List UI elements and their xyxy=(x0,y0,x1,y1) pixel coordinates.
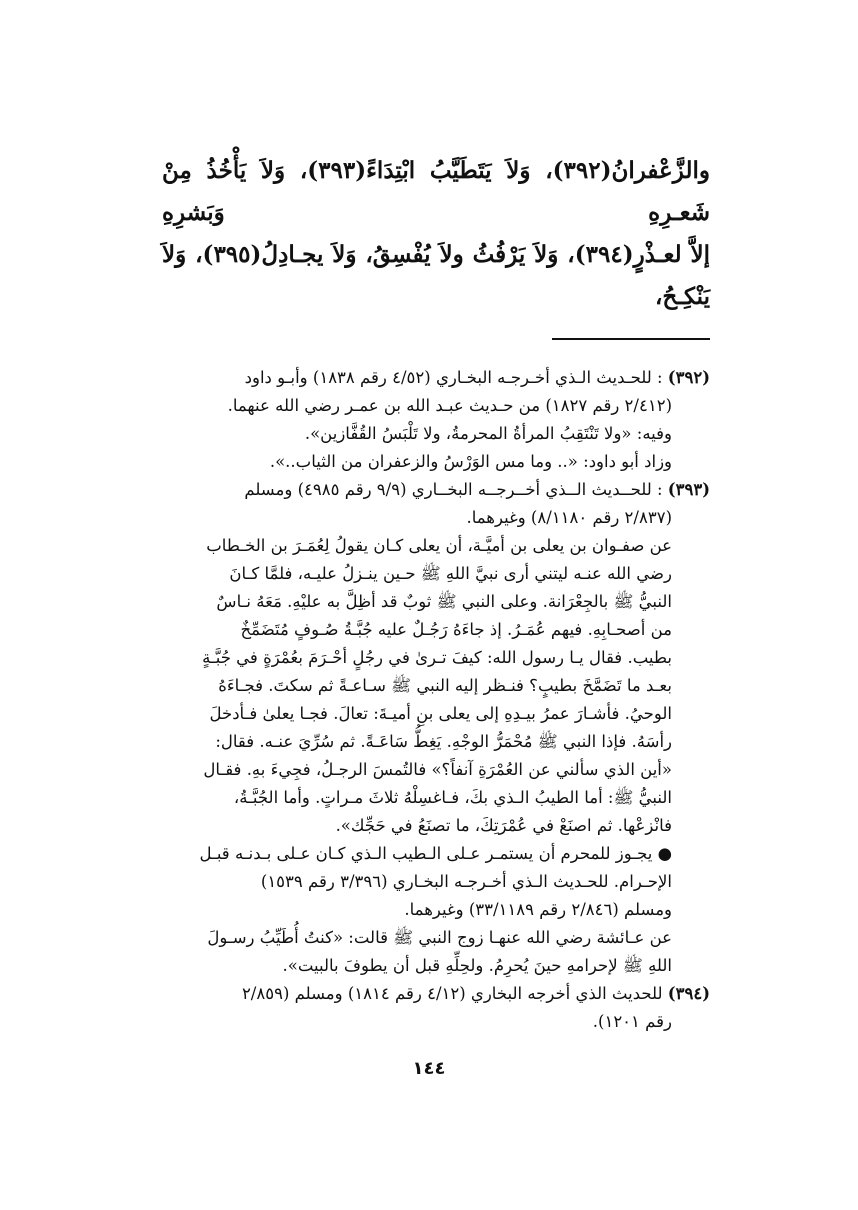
footnote-line: رقم ١٢٠١). xyxy=(592,1012,672,1031)
footnote-line: النبيُّ ﷺ: أما الطيبُ الـذي بكَ، فـاغسِلْهُ ثلاثَ مـراتٍ. وأما الجُبَّـةُ، xyxy=(233,788,672,807)
footnote-separator xyxy=(552,338,710,340)
footnote-text: للحديث الذي أخرجه البخاري (٤/١٢ رقم ١٨١٤) ومسلم (٢/٨٥٩ xyxy=(241,984,663,1003)
footnote-line: الوحيُ. فأشـارَ عمرُ بيـدِهِ إلى يعلى بنِ أميـةَ: تعالَ. فجـا يعلىٰ فـأدخلَ xyxy=(209,704,672,723)
footnote-line: وفيه: «ولا تَنْتَقِبُ المرأةُ المحرمةُ، ولا تَلْبَسُ القُفَّازين». xyxy=(304,424,672,443)
footnote-line: عن عـائشة رضي الله عنهـا زوج النبي ﷺ قالت: «كنتُ أُطَيِّبُ رسـولَ xyxy=(207,928,672,947)
footnote-line xyxy=(162,476,710,504)
footnote-line xyxy=(162,364,710,392)
footnote-line: رضي الله عنـه ليتني أرى نبيَّ اللهِ ﷺ حـين ينـزلُ عليـه، فلمَّا كـانَ xyxy=(229,564,672,583)
footnote-392 xyxy=(162,364,710,476)
footnote-line: بعـد ما تَضَمَّخَ بطيبٍ؟ فنـظر إليه النبي ﷺ سـاعـةً ثم سكتَ. فجـاءَهُ xyxy=(218,676,672,695)
footnote-number: (٣٩٣) xyxy=(667,480,710,499)
footnote-number: (٣٩٤) xyxy=(667,984,710,1003)
page-number: ١٤٤ xyxy=(412,1058,446,1079)
page-body xyxy=(162,150,710,1036)
footnote-393 xyxy=(162,476,710,980)
footnote-line: بطيب. فقال يـا رسول الله: كيفَ تـرىٰ في رجُلٍ أحْـرَمَ بعُمْرَةٍ في جُبَّـةٍ xyxy=(202,648,672,667)
footnote-number: (٣٩٢) xyxy=(667,368,710,387)
main-text-line: إلاَّ لعـذْرٍ(٣٩٤)، وَلاَ يَرْفُثُ ولاَ يُفْسِقُ، وَلاَ يجـادِلُ(٣٩٥)، وَلاَ يَنْكِـحُ، xyxy=(162,241,711,310)
main-text xyxy=(162,150,710,318)
footnote-text: : للحــديث الــذي أخــرجــه البخــاري (٩/٩ رقم ٤٩٨٥) ومسلم xyxy=(244,480,663,499)
footnote-line xyxy=(162,980,710,1008)
footnote-line: الإحـرام. للحـديث الـذي أخـرجـه البخـاري (٣/٣٩٦ رقم ١٥٣٩) xyxy=(260,872,672,891)
footnote-394 xyxy=(162,980,710,1036)
footnote-line: عن صفـوان بن يعلى بن أميَّـة، أن يعلى كـان يقولُ لِعُمَـرَ بن الخـطاب xyxy=(206,536,672,555)
footnote-line: من أصحـابِهِ. فيهم عُمَـرُ. إذ جاءَهُ رَجُـلٌ عليه جُبَّـةُ صُـوفٍ مُتَضَمِّخٌ xyxy=(240,620,672,639)
footnote-line: رأسَهُ. فإذا النبي ﷺ مُحْمَرُّ الوجْهِ. يَغِطُّ سَاعَـةً. ثم سُرِّيَ عنـه. فقال: xyxy=(215,732,672,751)
footnote-line: وزاد أبو داود: «.. وما مس الوَرْسُ والزعفران من الثياب..». xyxy=(269,452,672,471)
footnote-line: «أين الذي سألني عن العُمْرَةِ آنفاً؟» فالتُمسَ الرجـلُ، فجِيءَ بهِ. فقـال xyxy=(203,760,672,779)
footnote-line: ومسلم (٢/٨٤٦ رقم ٣٣/١١٨٩) وغيرهما. xyxy=(404,900,672,919)
footnote-line: فانْزعْها. ثم اصنَعْ في عُمْرَتِكَ، ما تصنَعُ في حَجِّك». xyxy=(335,816,672,835)
footnote-line: ● يجـوز للمحرم أن يستمـر عـلى الـطيب الـذي كـان عـلى بـدنـه قبـل xyxy=(199,844,672,863)
main-text-line: والزَّعْفرانُ(٣٩٢)، وَلاَ يَتَطَيَّبُ ابْتِدَاءً(٣٩٣)، وَلاَ يَأْخُذُ مِنْ شَعـرِهِ وَبَشرِهِ xyxy=(162,157,710,226)
footnote-text: : للحـديث الـذي أخـرجـه البخـاري (٤/٥٢ رقم ١٨٣٨) وأبـو داود xyxy=(244,368,663,387)
footnote-line: النبيُّ ﷺ بالجِعْرَانة. وعلى النبي ﷺ ثوبٌ قد أظِلَّ به عليْهِ. مَعَهُ نـاسٌ xyxy=(216,592,672,611)
footnote-line: اللهِ ﷺ لإحرامهِ حينَ يُحرِمُ. ولحِلِّهِ قبل أن يطوفَ بالبيت». xyxy=(282,956,672,975)
footnote-line: (٢/٤١٢ رقم ١٨٢٧) من حـديث عبـد الله بن عمـر رضي الله عنهما. xyxy=(227,396,672,415)
footnote-line: (٢/٨٣٧ رقم ٨/١١٨٠) وغيرهما. xyxy=(466,508,672,527)
